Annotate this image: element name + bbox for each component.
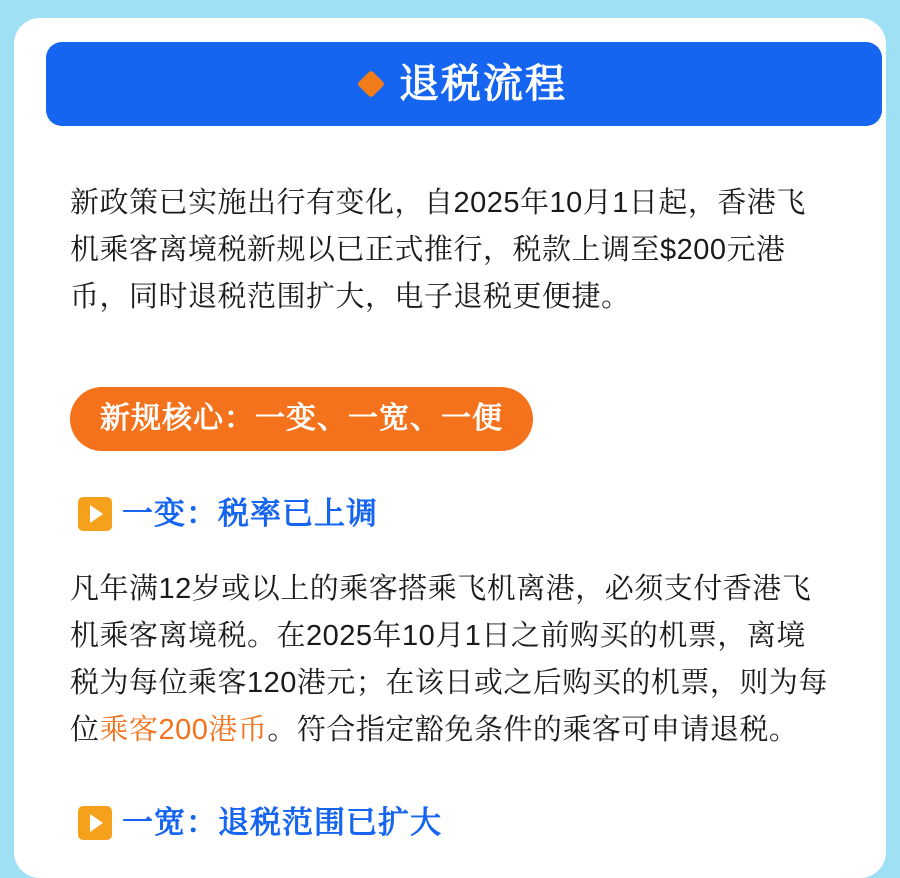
section-heading-two <box>70 804 830 841</box>
play-icon <box>78 497 112 531</box>
section-one-highlight: 乘客200港币 <box>99 714 268 746</box>
page-header <box>46 42 882 126</box>
diamond-icon <box>357 70 385 98</box>
section-title-two: 一宽：退税范围已扩大 <box>122 804 442 840</box>
section-title-one: 一变：税率已上调 <box>122 495 378 531</box>
header-inner <box>361 64 567 104</box>
core-points-badge: 新规核心：一变、一宽、一便 <box>70 387 533 451</box>
section-one-paragraph <box>70 566 830 754</box>
section-one-text-part1: 凡年满12岁或以上的乘客搭乘飞机离港，必须支付香港飞机乘客离境税。在2025年10月1日之前购买的机票，离境税为每位乘客120港元；在该日或之后购买的机票，则为每位 <box>70 573 828 746</box>
section-one-text-part2: 。符合指定豁免条件的乘客可申请退税。 <box>267 714 799 746</box>
page-title: 退税流程 <box>399 62 567 106</box>
main-content <box>14 126 886 841</box>
content-card <box>14 18 886 878</box>
intro-paragraph: 新政策已实施出行有变化，自2025年10月1日起，香港飞机乘客离境税新规以已正式推行，税款上调至$200元港币，同时退税范围扩大，电子退税更便捷。 <box>70 187 806 313</box>
section-heading-one <box>70 495 830 532</box>
play-icon <box>78 806 112 840</box>
